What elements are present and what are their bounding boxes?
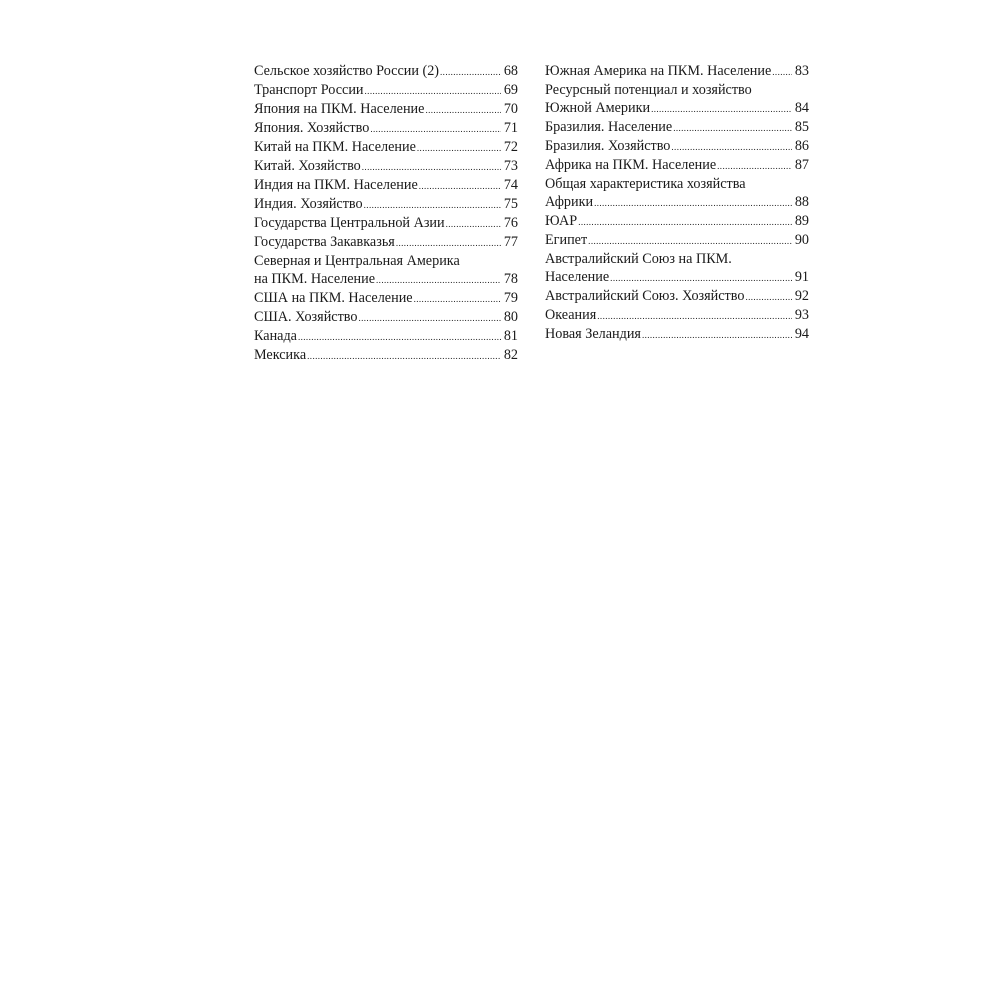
toc-entry-line xyxy=(254,81,518,100)
dot-leader xyxy=(376,271,501,289)
toc-entry-line xyxy=(254,62,518,81)
toc-entry-title: Южной Америки xyxy=(545,100,651,116)
toc-entry xyxy=(545,81,809,118)
toc-entry-line xyxy=(254,233,518,252)
toc-page-number: 74 xyxy=(503,177,518,193)
toc-entry-title: ЮАР xyxy=(545,213,578,229)
toc-page-number: 70 xyxy=(503,101,518,117)
toc-entry-title: Япония. Хозяйство xyxy=(254,120,370,136)
toc-entry-title-line: Северная и Центральная Америка xyxy=(254,253,460,269)
toc-entry xyxy=(545,306,809,325)
toc-entry xyxy=(254,81,518,100)
dot-leader xyxy=(642,326,792,344)
dot-leader xyxy=(396,234,501,252)
toc-entry-title: Бразилия. Хозяйство xyxy=(545,138,671,154)
dot-leader xyxy=(365,82,501,100)
toc-entry-title: Африка на ПКМ. Население xyxy=(545,157,717,173)
toc-page-number: 71 xyxy=(503,120,518,136)
toc-entry xyxy=(545,212,809,231)
toc-entry xyxy=(545,325,809,344)
toc-entry-line xyxy=(254,195,518,214)
toc-entry xyxy=(545,287,809,306)
dot-leader xyxy=(370,120,500,138)
toc-entry-title: Океания xyxy=(545,307,597,323)
dot-leader xyxy=(425,101,500,119)
toc-entry xyxy=(545,175,809,212)
toc-entry-line xyxy=(254,327,518,346)
dot-leader xyxy=(673,119,792,137)
toc-entry xyxy=(254,289,518,308)
toc-entry-title: Новая Зеландия xyxy=(545,326,641,342)
toc-entry-line xyxy=(254,289,518,308)
toc-entry xyxy=(545,62,809,81)
dot-leader xyxy=(440,63,501,81)
dot-leader xyxy=(298,328,501,346)
toc-entry xyxy=(254,62,518,81)
toc-entry-line xyxy=(254,214,518,233)
toc-entry-line xyxy=(545,62,809,81)
toc-entry-line xyxy=(545,287,809,306)
toc-entry xyxy=(254,214,518,233)
toc-entry-title: США. Хозяйство xyxy=(254,309,358,325)
dot-leader xyxy=(364,196,501,214)
toc-entry xyxy=(254,327,518,346)
dot-leader xyxy=(307,347,501,365)
toc-page-number: 82 xyxy=(503,347,518,363)
toc-entry-line xyxy=(254,176,518,195)
toc-column-right xyxy=(545,62,809,344)
toc-entry-title: на ПКМ. Население xyxy=(254,271,376,287)
toc-entry-title: США на ПКМ. Население xyxy=(254,290,413,306)
toc-entry xyxy=(545,231,809,250)
toc-entry-title: Индия. Хозяйство xyxy=(254,196,363,212)
toc-entry xyxy=(254,176,518,195)
toc-page-number: 94 xyxy=(794,326,809,342)
dot-leader xyxy=(578,213,792,231)
toc-entry-title: Япония на ПКМ. Население xyxy=(254,101,425,117)
toc-page-number: 90 xyxy=(794,232,809,248)
toc-entry xyxy=(254,157,518,176)
dot-leader xyxy=(588,232,792,250)
toc-entry-title: Население xyxy=(545,269,610,285)
toc-page-number: 77 xyxy=(503,234,518,250)
toc-entry-title: Мексика xyxy=(254,347,307,363)
toc-entry-line xyxy=(545,156,809,175)
toc-entry-title: Транспорт России xyxy=(254,82,364,98)
toc-entry-title: Африки xyxy=(545,194,594,210)
toc-entry-title: Бразилия. Население xyxy=(545,119,673,135)
toc-entry-line xyxy=(254,119,518,138)
toc-page-number: 91 xyxy=(794,269,809,285)
toc-page-number: 93 xyxy=(794,307,809,323)
toc-entry-line xyxy=(254,157,518,176)
dot-leader xyxy=(446,215,501,233)
toc-page-number: 92 xyxy=(794,288,809,304)
toc-entry xyxy=(254,138,518,157)
toc-page-number: 86 xyxy=(794,138,809,154)
toc-column-left xyxy=(254,62,518,365)
toc-page-number: 73 xyxy=(503,158,518,174)
toc-entry xyxy=(254,195,518,214)
toc-page-number: 76 xyxy=(503,215,518,231)
toc-entry-line xyxy=(545,306,809,325)
toc-entry-title-line: Ресурсный потенциал и хозяйство xyxy=(545,82,752,98)
toc-entry-line xyxy=(545,231,809,250)
dot-leader xyxy=(772,63,792,81)
toc-page-number: 83 xyxy=(794,63,809,79)
toc-entry-title: Государства Закавказья xyxy=(254,234,395,250)
toc-entry-line xyxy=(545,118,809,137)
toc-entry xyxy=(254,100,518,119)
toc-page-number: 87 xyxy=(794,157,809,173)
toc-entry xyxy=(254,308,518,327)
dot-leader xyxy=(717,157,792,175)
toc-page-number: 89 xyxy=(794,213,809,229)
toc-entry-line xyxy=(545,325,809,344)
toc-entry-line xyxy=(254,138,518,157)
toc-entry-title: Сельское хозяйство России (2) xyxy=(254,63,440,79)
toc-entry-title: Канада xyxy=(254,328,297,344)
toc-entry xyxy=(254,233,518,252)
dot-leader xyxy=(610,269,792,287)
toc-page-number: 80 xyxy=(503,309,518,325)
toc-entry xyxy=(545,118,809,137)
toc-entry xyxy=(545,137,809,156)
dot-leader xyxy=(417,139,501,157)
toc-entry-title: Китай. Хозяйство xyxy=(254,158,361,174)
toc-entry-title: Южная Америка на ПКМ. Население xyxy=(545,63,772,79)
toc-page-number: 75 xyxy=(503,196,518,212)
toc-page-number: 78 xyxy=(503,271,518,287)
toc-entry-line xyxy=(254,308,518,327)
toc-entry-title: Египет xyxy=(545,232,588,248)
dot-leader xyxy=(745,288,791,306)
toc-page-number: 68 xyxy=(503,63,518,79)
toc-entry-title: Индия на ПКМ. Население xyxy=(254,177,418,193)
dot-leader xyxy=(419,177,501,195)
toc-entry xyxy=(545,250,809,287)
toc-page-number: 81 xyxy=(503,328,518,344)
toc-entry-title: Китай на ПКМ. Население xyxy=(254,139,416,155)
toc-entry-line xyxy=(545,99,809,118)
toc-entry-line xyxy=(545,212,809,231)
dot-leader xyxy=(362,158,501,176)
toc-entry xyxy=(545,156,809,175)
toc-entry-title-line: Общая характеристика хозяйства xyxy=(545,176,746,192)
toc-entry-line xyxy=(545,137,809,156)
dot-leader xyxy=(594,194,792,212)
dot-leader xyxy=(651,100,792,118)
dot-leader xyxy=(597,307,792,325)
toc-entry-title: Государства Центральной Азии xyxy=(254,215,445,231)
toc-entry-line xyxy=(254,270,518,289)
toc-page-number: 85 xyxy=(794,119,809,135)
toc-page-number: 88 xyxy=(794,194,809,210)
toc-page-number: 69 xyxy=(503,82,518,98)
dot-leader xyxy=(671,138,791,156)
toc-entry-line xyxy=(254,346,518,365)
toc-entry-line xyxy=(254,100,518,119)
toc-entry-title-line: Австралийский Союз на ПКМ. xyxy=(545,251,732,267)
toc-entry-title: Австралийский Союз. Хозяйство xyxy=(545,288,745,304)
toc-entry xyxy=(254,119,518,138)
toc-entry-line xyxy=(545,268,809,287)
toc-page-number: 79 xyxy=(503,290,518,306)
toc-page-number: 72 xyxy=(503,139,518,155)
dot-leader xyxy=(414,290,501,308)
toc-entry xyxy=(254,346,518,365)
dot-leader xyxy=(358,309,500,327)
toc-entry-line xyxy=(545,193,809,212)
toc-entry xyxy=(254,252,518,289)
toc-page-number: 84 xyxy=(794,100,809,116)
